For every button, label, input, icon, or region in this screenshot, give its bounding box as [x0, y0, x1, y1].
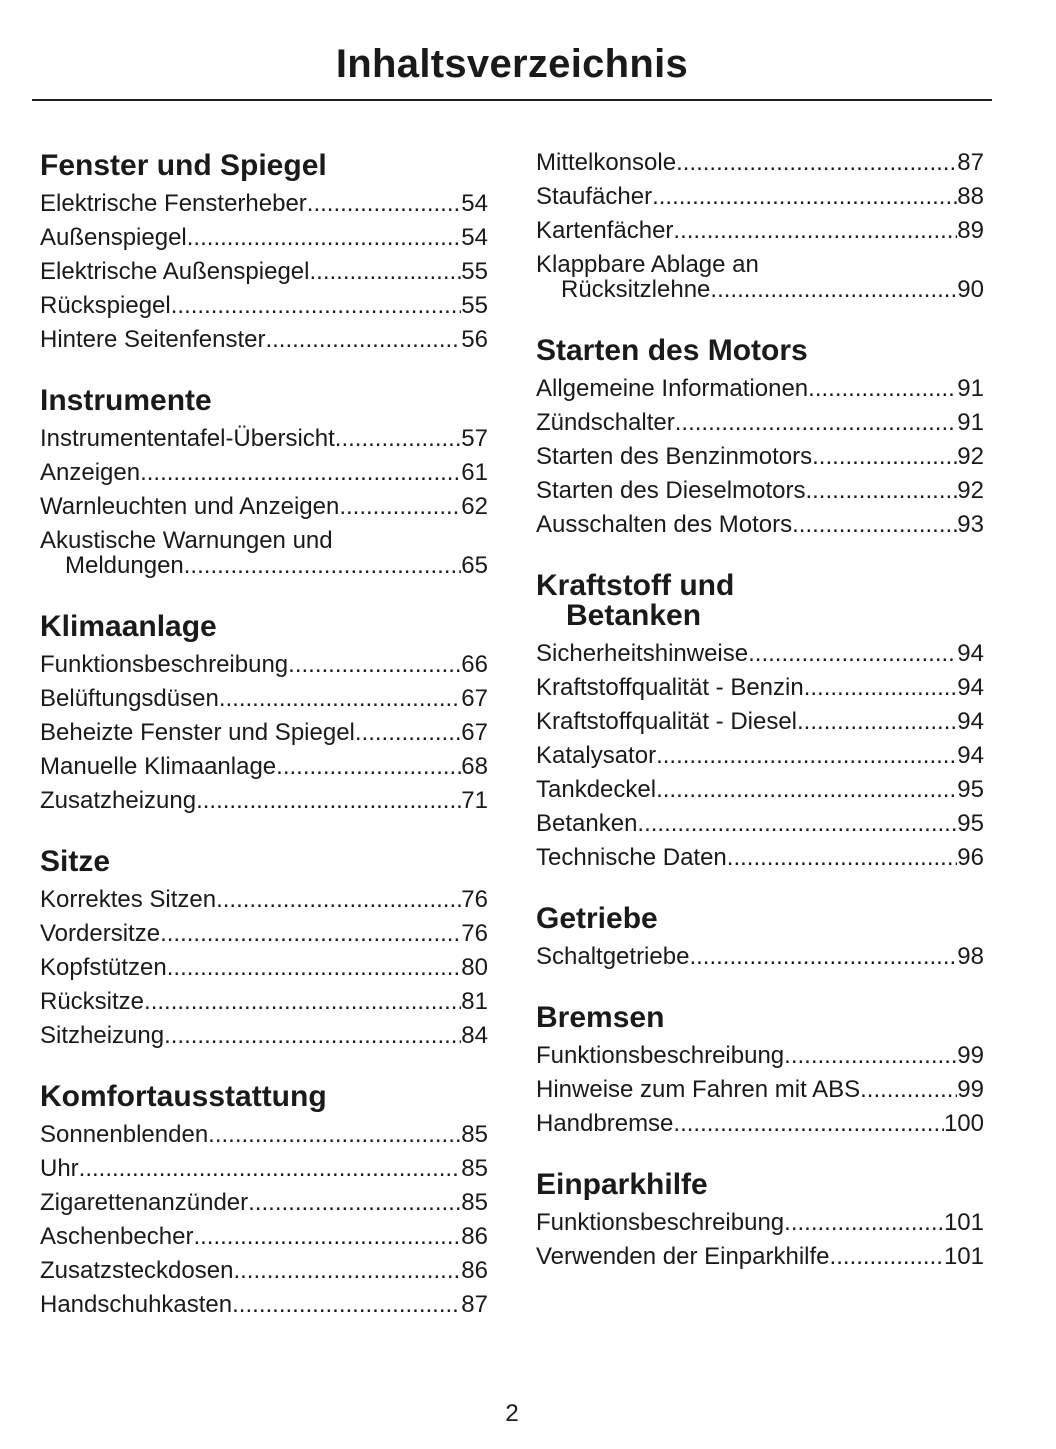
- toc-entry-link[interactable]: [40, 1019, 488, 1053]
- entry-page-number: 89: [957, 217, 984, 244]
- entry-label: Korrektes Sitzen: [40, 886, 217, 913]
- dot-leader: [797, 705, 957, 739]
- dot-leader: [309, 255, 461, 289]
- toc-entry-link[interactable]: [536, 1206, 984, 1240]
- toc-entry-link[interactable]: [40, 985, 488, 1019]
- entry-label: Schaltgetriebe: [536, 943, 690, 970]
- toc-entry-link[interactable]: [536, 705, 984, 739]
- entry-page-number: 61: [461, 459, 488, 486]
- toc-entry-link[interactable]: [40, 422, 488, 456]
- toc-entry-link[interactable]: [40, 1220, 488, 1254]
- dot-leader: [167, 951, 462, 985]
- dot-leader: [355, 716, 461, 750]
- entry-label: Funktionsbeschreibung: [536, 1209, 785, 1236]
- toc-entry-link[interactable]: [536, 940, 984, 974]
- entry-page-number: 65: [461, 552, 488, 579]
- dot-leader: [216, 883, 461, 917]
- toc-section: [536, 331, 984, 542]
- toc-section: [40, 381, 488, 583]
- dot-leader: [233, 1254, 461, 1288]
- section-heading: [536, 566, 984, 636]
- dot-leader: [208, 1118, 461, 1152]
- dot-leader: [673, 1107, 944, 1141]
- dot-leader: [339, 490, 461, 524]
- entry-label: Katalysator: [536, 742, 657, 769]
- entry-page-number: 99: [957, 1076, 984, 1103]
- entry-page-number: 92: [957, 443, 984, 470]
- section-heading-line: Fenster und Spiegel: [40, 149, 327, 182]
- entry-page-number: 87: [957, 149, 984, 176]
- entry-label: Mittelkonsole: [536, 149, 677, 176]
- dot-leader: [812, 440, 957, 474]
- section-heading-line: Bremsen: [536, 1001, 665, 1034]
- dot-leader: [307, 187, 462, 221]
- section-heading: [536, 1165, 984, 1205]
- toc-entry-link[interactable]: [536, 841, 984, 875]
- dot-leader: [140, 456, 461, 490]
- page-number: 2: [505, 1400, 519, 1427]
- entry-page-number: 94: [957, 742, 984, 769]
- toc-entry-link[interactable]: [40, 1288, 488, 1322]
- dot-leader: [637, 807, 957, 841]
- entry-label: Kraftstoffqualität - Benzin: [536, 674, 804, 701]
- entry-label: Handschuhkasten: [40, 1291, 233, 1318]
- toc-entry-link[interactable]: [536, 773, 984, 807]
- toc-entry-link[interactable]: [40, 323, 488, 357]
- entry-label: Funktionsbeschreibung: [40, 651, 289, 678]
- toc-entry-link[interactable]: [40, 682, 488, 716]
- dot-leader: [193, 1220, 461, 1254]
- toc-entry-link[interactable]: [40, 883, 488, 917]
- entry-page-number: 101: [943, 1243, 984, 1270]
- toc-entry-link[interactable]: [536, 406, 984, 440]
- entry-label: Hintere Seitenfenster: [40, 326, 266, 353]
- toc-entry-link[interactable]: [536, 637, 984, 671]
- toc-entry-link[interactable]: [40, 648, 488, 682]
- dot-leader: [673, 214, 957, 248]
- entry-label: Hinweise zum Fahren mit ABS: [536, 1076, 861, 1103]
- toc-entry-link[interactable]: [40, 750, 488, 784]
- page-title: Inhaltsverzeichnis: [335, 42, 689, 86]
- entry-page-number: 80: [461, 954, 488, 981]
- entry-page-number: 68: [461, 753, 488, 780]
- dot-leader: [196, 784, 461, 818]
- toc-entry-link[interactable]: [40, 1186, 488, 1220]
- dot-leader: [727, 841, 958, 875]
- entry-label: Kopfstützen: [40, 954, 167, 981]
- entry-label: Sicherheitshinweise: [536, 640, 749, 667]
- toc-entry-link[interactable]: [40, 187, 488, 221]
- dot-leader: [675, 406, 958, 440]
- entry-page-number: 85: [461, 1155, 488, 1182]
- dot-leader: [79, 1152, 462, 1186]
- entry-label: Allgemeine Informationen: [536, 375, 809, 402]
- entry-page-number: 67: [461, 719, 488, 746]
- toc-entry-link[interactable]: [40, 1254, 488, 1288]
- entry-page-number: 91: [957, 375, 984, 402]
- dot-leader: [187, 221, 462, 255]
- entry-page-number: 84: [461, 1022, 488, 1049]
- entry-label: Belüftungsdüsen: [40, 685, 219, 712]
- entry-page-number: 81: [461, 988, 488, 1015]
- entry-page-number: 99: [957, 1042, 984, 1069]
- entry-label: Instrumententafel-Übersicht: [40, 425, 335, 452]
- entry-page-number: 94: [957, 640, 984, 667]
- dot-leader: [335, 422, 462, 456]
- dot-leader: [656, 773, 957, 807]
- section-heading-line: Betanken: [566, 599, 702, 632]
- toc-entry-link[interactable]: [536, 671, 984, 705]
- entry-page-number: 56: [461, 326, 488, 353]
- entry-page-number: 100: [943, 1110, 984, 1137]
- entry-page-number: 94: [957, 674, 984, 701]
- section-heading-line: Komfortausstattung: [40, 1080, 327, 1113]
- entry-page-number: 62: [461, 493, 488, 520]
- entry-page-number: 86: [461, 1223, 488, 1250]
- section-heading: [40, 607, 488, 647]
- toc-entry-link[interactable]: [40, 951, 488, 985]
- toc-entry-link[interactable]: [40, 1152, 488, 1186]
- entry-page-number: 98: [957, 943, 984, 970]
- dot-leader: [792, 508, 957, 542]
- dot-leader: [288, 648, 461, 682]
- dot-leader: [184, 549, 462, 583]
- dot-leader: [652, 180, 957, 214]
- toc-section: [40, 1077, 488, 1322]
- toc-entry-link[interactable]: [40, 917, 488, 951]
- entry-label: Beheizte Fenster und Spiegel: [40, 719, 355, 746]
- entry-page-number: 71: [461, 787, 488, 814]
- section-heading: [40, 842, 488, 882]
- entry-label: Zigarettenanzünder: [40, 1189, 249, 1216]
- entry-label: Staufächer: [536, 183, 653, 210]
- toc-entry-link[interactable]: [40, 549, 488, 583]
- entry-page-number: 66: [461, 651, 488, 678]
- section-heading: [536, 331, 984, 371]
- entry-page-number: 88: [957, 183, 984, 210]
- toc-entry-link[interactable]: [536, 739, 984, 773]
- dot-leader: [805, 474, 957, 508]
- entry-page-number: 57: [461, 425, 488, 452]
- entry-label: Rücksitze: [40, 988, 145, 1015]
- toc-section: [40, 842, 488, 1053]
- dot-leader: [160, 917, 461, 951]
- toc-entry-link[interactable]: [536, 214, 984, 248]
- entry-page-number: 87: [461, 1291, 488, 1318]
- dot-leader: [689, 940, 957, 974]
- entry-page-number: 95: [957, 810, 984, 837]
- entry-label: Technische Daten: [536, 844, 727, 871]
- toc-entry-link[interactable]: [536, 1073, 984, 1107]
- dot-leader: [144, 985, 461, 1019]
- toc-entry-link[interactable]: [536, 1240, 984, 1274]
- entry-page-number: 55: [461, 258, 488, 285]
- entry-label: Manuelle Klimaanlage: [40, 753, 277, 780]
- section-heading: [40, 381, 488, 421]
- entry-label: Kraftstoffqualität - Diesel: [536, 708, 798, 735]
- dot-leader: [784, 1039, 957, 1073]
- section-heading-line: Einparkhilfe: [536, 1168, 708, 1201]
- entry-label: Anzeigen: [40, 459, 141, 486]
- toc-column-right: [536, 146, 984, 1298]
- entry-label-line1: Akustische Warnungen und: [40, 527, 333, 554]
- dot-leader: [830, 1240, 944, 1274]
- section-heading: [40, 1077, 488, 1117]
- toc-entry-link[interactable]: [536, 1107, 984, 1141]
- entry-page-number: 54: [461, 224, 488, 251]
- entry-label: Ausschalten des Motors: [536, 511, 793, 538]
- dot-leader: [804, 671, 958, 705]
- entry-label: Funktionsbeschreibung: [536, 1042, 785, 1069]
- toc-entry-link[interactable]: [536, 146, 984, 180]
- entry-label: Vordersitze: [40, 920, 161, 947]
- dot-leader: [860, 1073, 957, 1107]
- entry-page-number: 76: [461, 886, 488, 913]
- dot-leader: [676, 146, 957, 180]
- toc-section: [536, 566, 984, 875]
- entry-page-number: 91: [957, 409, 984, 436]
- entry-label: Aschenbecher: [40, 1223, 194, 1250]
- toc-section: [536, 899, 984, 974]
- entry-page-number: 85: [461, 1189, 488, 1216]
- toc-entry-link[interactable]: [536, 474, 984, 508]
- toc-entry-link[interactable]: [40, 456, 488, 490]
- toc-section: [536, 1165, 984, 1274]
- dot-leader: [219, 682, 461, 716]
- dot-leader: [248, 1186, 461, 1220]
- entry-label: Meldungen: [65, 552, 184, 579]
- dot-leader: [164, 1019, 461, 1053]
- toc-entry-link[interactable]: [536, 372, 984, 406]
- entry-label: Zusatzheizung: [40, 787, 197, 814]
- section-heading-line: Starten des Motors: [536, 334, 808, 367]
- toc-entry-multiline[interactable]: [536, 248, 984, 307]
- dot-leader: [710, 273, 957, 307]
- toc-entry-link[interactable]: [536, 508, 984, 542]
- entry-label-line1: Klappbare Ablage an: [536, 251, 759, 278]
- toc-entry-link[interactable]: [536, 807, 984, 841]
- section-heading: [536, 899, 984, 939]
- entry-page-number: 94: [957, 708, 984, 735]
- section-heading-line: Getriebe: [536, 902, 658, 935]
- toc-entry-link[interactable]: [40, 716, 488, 750]
- entry-label: Sitzheizung: [40, 1022, 165, 1049]
- entry-page-number: 93: [957, 511, 984, 538]
- section-heading-line: Sitze: [40, 845, 111, 878]
- entry-label: Rücksitzlehne: [561, 276, 711, 303]
- entry-page-number: 92: [957, 477, 984, 504]
- dot-leader: [171, 289, 462, 323]
- toc-entry-link[interactable]: [536, 1039, 984, 1073]
- toc-entry-link[interactable]: [40, 255, 488, 289]
- toc-entry-link[interactable]: [536, 273, 984, 307]
- entry-label: Starten des Dieselmotors: [536, 477, 806, 504]
- section-heading: [536, 998, 984, 1038]
- entry-label: Betanken: [536, 810, 638, 837]
- dot-leader: [808, 372, 957, 406]
- entry-page-number: 55: [461, 292, 488, 319]
- entry-label: Uhr: [40, 1155, 79, 1182]
- title-divider: [32, 99, 992, 101]
- toc-entry-link[interactable]: [40, 784, 488, 818]
- entry-label: Verwenden der Einparkhilfe: [536, 1243, 830, 1270]
- toc-entry-link[interactable]: [40, 1118, 488, 1152]
- entry-page-number: 95: [957, 776, 984, 803]
- dot-leader: [656, 739, 957, 773]
- entry-label: Handbremse: [536, 1110, 674, 1137]
- entry-page-number: 54: [461, 190, 488, 217]
- entry-page-number: 67: [461, 685, 488, 712]
- dot-leader: [276, 750, 461, 784]
- toc-entry-multiline[interactable]: [40, 524, 488, 583]
- entry-label: Außenspiegel: [40, 224, 187, 251]
- toc-column-left: [40, 146, 488, 1346]
- toc-section: [536, 146, 984, 307]
- entry-page-number: 96: [957, 844, 984, 871]
- toc-section: [40, 146, 488, 357]
- entry-label: Rückspiegel: [40, 292, 171, 319]
- entry-label: Warnleuchten und Anzeigen: [40, 493, 340, 520]
- entry-label: Elektrische Außenspiegel: [40, 258, 310, 285]
- entry-label: Starten des Benzinmotors: [536, 443, 813, 470]
- toc-section: [536, 998, 984, 1141]
- toc-entry-link[interactable]: [40, 490, 488, 524]
- dot-leader: [748, 637, 957, 671]
- entry-label: Elektrische Fensterheber: [40, 190, 307, 217]
- dot-leader: [265, 323, 461, 357]
- toc-entry-link[interactable]: [40, 221, 488, 255]
- section-heading-line: Kraftstoff und: [536, 569, 735, 602]
- dot-leader: [784, 1206, 944, 1240]
- toc-entry-link[interactable]: [536, 180, 984, 214]
- toc-entry-link[interactable]: [40, 289, 488, 323]
- entry-label: Zusatzsteckdosen: [40, 1257, 234, 1284]
- section-heading-line: Instrumente: [40, 384, 212, 417]
- entry-page-number: 90: [957, 276, 984, 303]
- entry-label: Sonnenblenden: [40, 1121, 209, 1148]
- entry-page-number: 76: [461, 920, 488, 947]
- entry-page-number: 85: [461, 1121, 488, 1148]
- section-heading: [40, 146, 488, 186]
- entry-page-number: 86: [461, 1257, 488, 1284]
- entry-page-number: 101: [943, 1209, 984, 1236]
- toc-entry-link[interactable]: [536, 440, 984, 474]
- dot-leader: [232, 1288, 461, 1322]
- entry-label: Zündschalter: [536, 409, 675, 436]
- toc-section: [40, 607, 488, 818]
- entry-label: Tankdeckel: [536, 776, 657, 803]
- entry-label: Kartenfächer: [536, 217, 674, 244]
- section-heading-line: Klimaanlage: [40, 610, 217, 643]
